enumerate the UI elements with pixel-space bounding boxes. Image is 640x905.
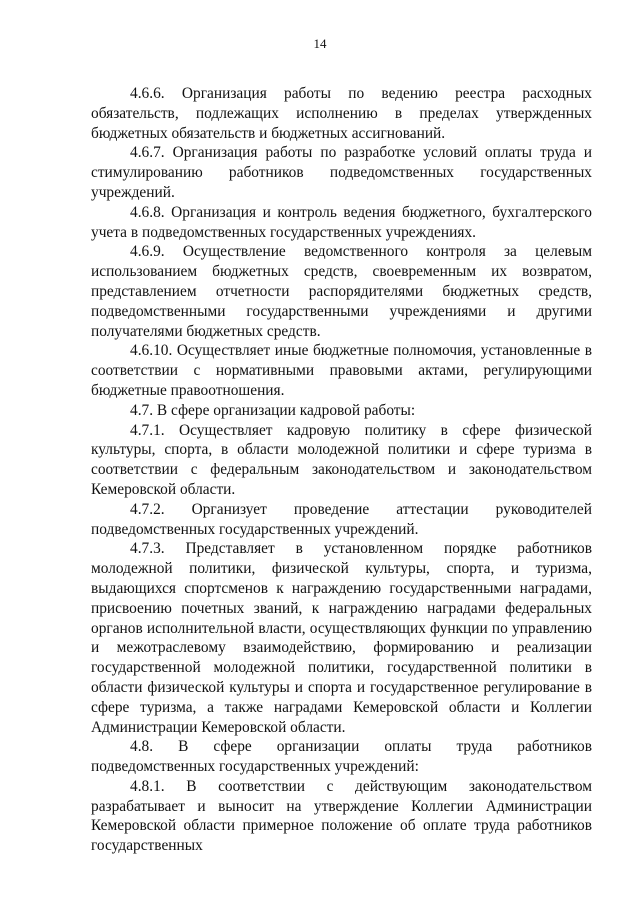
paragraph-4-6-9: 4.6.9. Осуществление ведомственного контроля за целевым использованием бюджетных средств, своевременным их возвратом, представлением отчетности распорядителями бюджетных средств, подведомственными государственными учреждениями и другими получателями бюджетных средств.: [91, 243, 592, 340]
paragraph-4-7-1: 4.7.1. Осуществляет кадровую политику в сфере физической культуры, спорта, в области молодежной политики и сфере туризма в соответствии с федеральным законодательством и законодательством Кемеровской области.: [91, 421, 592, 498]
paragraph-4-6-6: 4.6.6. Организация работы по ведению реестра расходных обязательств, подлежащих исполнению в пределах утвержденных бюджетных обязательств и бюджетных ассигнований.: [91, 85, 592, 142]
page-number: 14: [313, 36, 327, 51]
document-body: [91, 84, 592, 856]
paragraph-4-6-10: 4.6.10. Осуществляет иные бюджетные полномочия, установленные в соответствии с нормативными правовыми актами, регулирующими бюджетные правоотношения.: [91, 342, 592, 399]
paragraph-4-8-1: 4.8.1. В соответствии с действующим законодательством разрабатывает и выносит на утверждение Коллегии Администрации Кемеровской области примерное положение об оплате труда работников государственных: [91, 777, 592, 855]
paragraph-4-8: 4.8. В сфере организации оплаты труда работников подведомственных государственных учреждений:: [91, 738, 592, 776]
paragraph-4-7: 4.7. В сфере организации кадровой работы:: [130, 401, 416, 419]
paragraph-4-6-7: 4.6.7. Организация работы по разработке условий оплаты труда и стимулированию работников подведомственных государственных учреждений.: [91, 144, 592, 201]
paragraph-4-7-3: 4.7.3. Представляет в установленном порядке работников молодежной политики, физической культуры, спорта, и туризма, выдающихся спортсменов к награждению государственными наградами, присвоению почетных званий, к награждению наградами федеральных органов исполнительной власти, осуществляющих функции по управлению и межотраслевому взаимодействию, формированию и реализации государственной молодежной политики, государственной политики в области физической культуры и спорта и государственное регулирование в сфере туризма, а также наградами Кемеровской области и Коллегии Администрации Кемеровской области.: [91, 540, 592, 736]
paragraph-4-6-8: 4.6.8. Организация и контроль ведения бюджетного, бухгалтерского учета в подведомственных государственных учреждениях.: [91, 203, 592, 241]
paragraph-4-7-2: 4.7.2. Организует проведение аттестации руководителей подведомственных государственных учреждений.: [91, 500, 592, 538]
